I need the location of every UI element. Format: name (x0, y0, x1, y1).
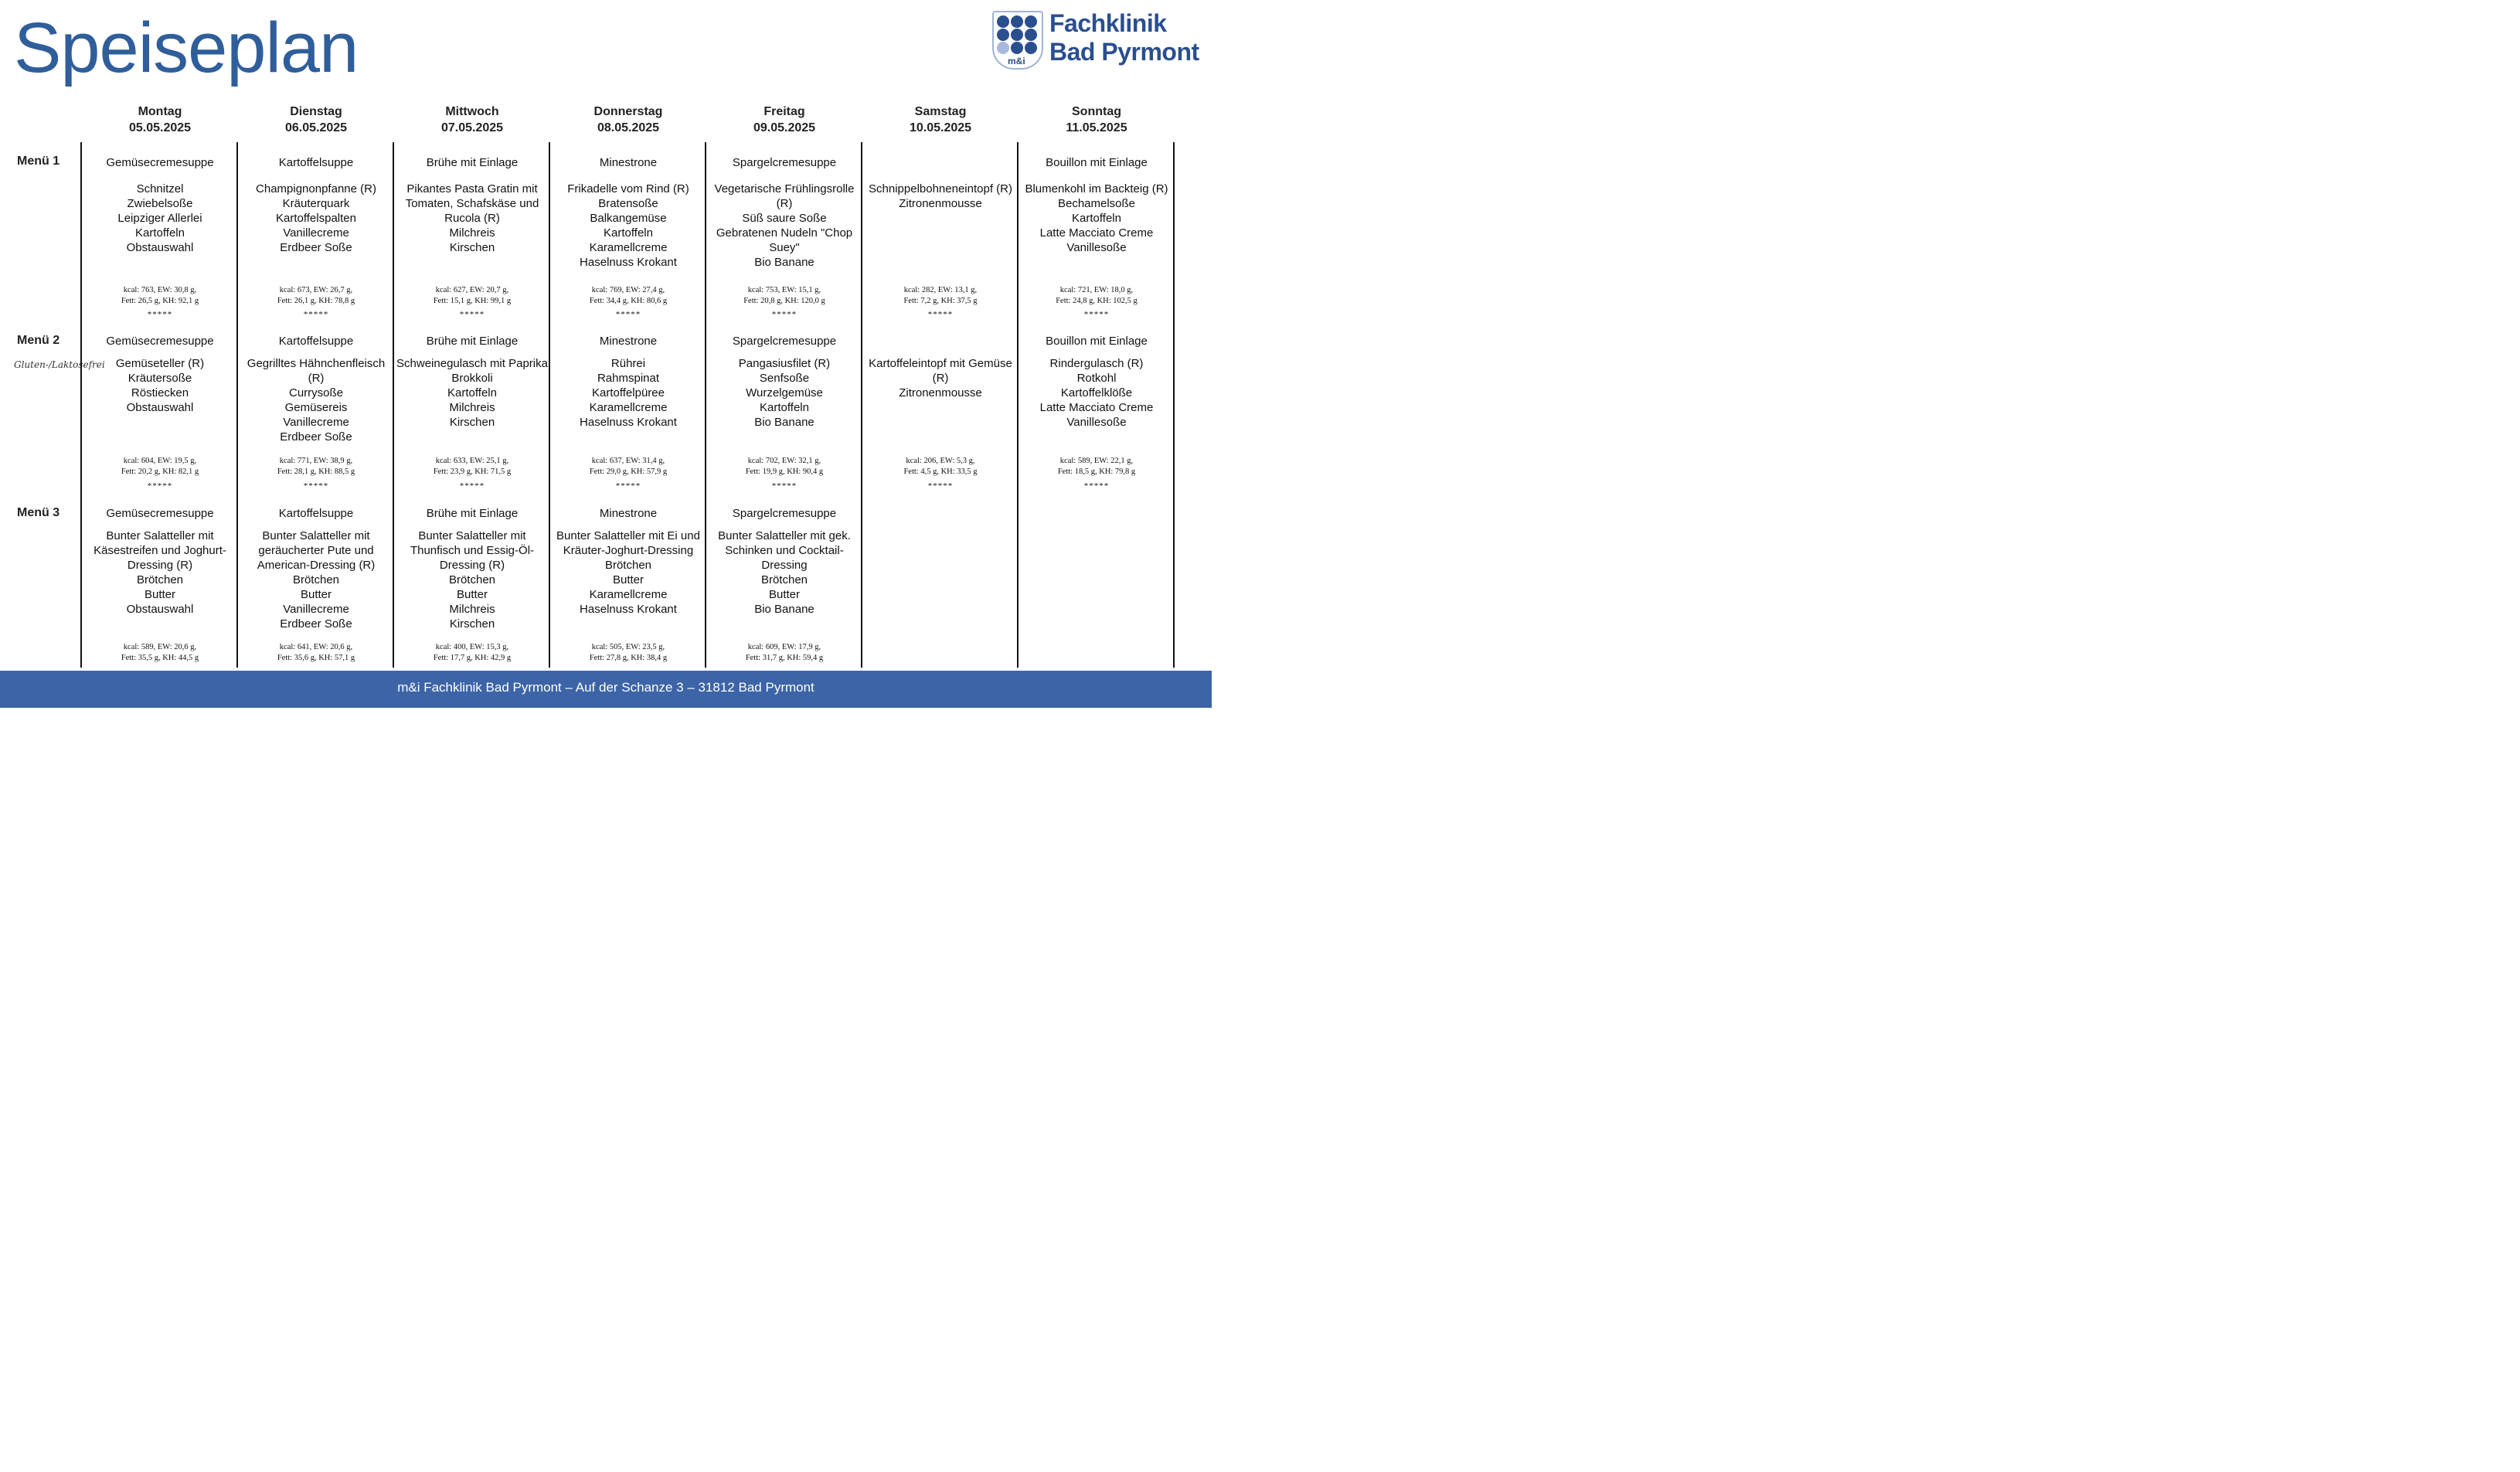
dish-item: Milchreis (449, 226, 495, 240)
dish-item: Bunter Salatteller mit gek. Schinken und Cocktail-Dressing (718, 529, 851, 572)
day-name: Mittwoch (445, 105, 499, 118)
dish-item: Schweinegulasch mit Paprika (396, 357, 548, 370)
dish-list (240, 529, 393, 631)
soup: Minestrone (599, 335, 658, 348)
day-date: 10.05.2025 (909, 121, 972, 134)
dish-item: Pikantes Pasta Gratin mit Tomaten, Schafskäse und Rucola (R) (405, 182, 539, 225)
dish-item: Karamellcreme (589, 401, 668, 414)
soup: Brühe mit Einlage (426, 507, 519, 520)
day-name: Freitag (763, 105, 805, 118)
dish-item: Kartoffeln (604, 226, 653, 240)
day-name: Sonntag (1072, 105, 1121, 118)
clinic-logo (992, 9, 1212, 71)
soup: Brühe mit Einlage (426, 156, 519, 169)
day-header (238, 104, 394, 136)
day-date: 07.05.2025 (440, 121, 504, 134)
nutrition-line-2: Fett: 35,6 g, KH: 57,1 g (277, 654, 355, 662)
day-name: Montag (138, 105, 182, 118)
dish-item: Bio Banane (754, 416, 814, 429)
dish-item: Brötchen (292, 573, 340, 586)
soup: Brühe mit Einlage (426, 335, 519, 348)
column-divider (549, 142, 550, 668)
dish-item: Bio Banane (754, 603, 814, 616)
dish-list (708, 529, 861, 617)
nutrition-line-2: Fett: 28,1 g, KH: 88,5 g (277, 467, 355, 476)
day-header (1019, 104, 1175, 136)
nutrition-line-2: Fett: 15,1 g, KH: 99,1 g (433, 297, 512, 305)
day-header (862, 104, 1019, 136)
dish-item: Rührei (610, 357, 646, 370)
dish-item: Butter (456, 588, 488, 601)
dish-item: Butter (144, 588, 176, 601)
dish-item: Brokkoli (451, 372, 493, 385)
nutrition-info (240, 456, 393, 478)
dish-item: Balkangemüse (590, 212, 667, 225)
separator-stars: ***** (459, 481, 485, 491)
dish-item: Bio Banane (754, 256, 814, 269)
nutrition-info (83, 285, 236, 307)
dish-item: Butter (300, 588, 332, 601)
dish-list (552, 356, 705, 430)
nutrition-line-1: kcal: 400, EW: 15,3 g, (435, 643, 509, 651)
dish-item: Schnitzel (136, 182, 184, 195)
dish-list (83, 529, 236, 617)
nutrition-info (708, 456, 861, 478)
soup: Spargelcremesuppe (732, 507, 837, 520)
dish-item: Kartoffeln (447, 386, 497, 399)
dish-item: Erdbeer Soße (280, 617, 352, 631)
dish-item: Pangasiusfilet (R) (738, 357, 831, 370)
day-date: 05.05.2025 (128, 121, 192, 134)
nutrition-line-2: Fett: 17,7 g, KH: 42,9 g (433, 654, 512, 662)
menu-label-3: Menü 3 (17, 506, 60, 519)
dish-item: Haselnuss Krokant (580, 603, 677, 616)
nutrition-line-1: kcal: 763, EW: 30,8 g, (123, 286, 197, 294)
nutrition-line-1: kcal: 769, EW: 27,4 g, (591, 286, 665, 294)
nutrition-info (552, 456, 705, 478)
dish-item: Kartoffeln (1072, 212, 1121, 225)
dish-item: Champignonpfanne (R) (256, 182, 376, 195)
dish-list (83, 182, 236, 255)
separator-stars: ***** (771, 310, 797, 319)
dish-list (240, 356, 393, 444)
dish-item: Karamellcreme (589, 241, 668, 254)
dish-item: Bunter Salatteller mit Käsestreifen und Joghurt-Dressing (R) (94, 529, 226, 572)
day-date: 08.05.2025 (597, 121, 660, 134)
dish-item: Vanillecreme (283, 603, 349, 616)
nutrition-info (240, 642, 393, 664)
column-divider (80, 142, 82, 668)
separator-stars: ***** (927, 481, 954, 491)
dish-item: Leipziger Allerlei (117, 212, 202, 225)
dish-item: Erdbeer Soße (280, 430, 352, 444)
dish-item: Karamellcreme (589, 588, 668, 601)
dish-item: Rotkohl (1076, 372, 1117, 385)
separator-stars: ***** (771, 481, 797, 491)
soup: Kartoffelsuppe (278, 156, 354, 169)
nutrition-line-2: Fett: 27,8 g, KH: 38,4 g (589, 654, 668, 662)
nutrition-line-1: kcal: 589, EW: 22,1 g, (1059, 457, 1134, 465)
dish-item: Blumenkohl im Backteig (R) (1025, 182, 1168, 195)
nutrition-line-2: Fett: 31,7 g, KH: 59,4 g (745, 654, 824, 662)
dish-item: Brötchen (448, 573, 496, 586)
dish-list (708, 356, 861, 430)
nutrition-info (864, 285, 1017, 307)
dish-item: Kartoffeln (135, 226, 185, 240)
nutrition-info (552, 642, 705, 664)
nutrition-info (708, 642, 861, 664)
dish-list (708, 182, 861, 270)
dish-item: Kartoffelpüree (592, 386, 665, 399)
soup: Kartoffelsuppe (278, 335, 354, 348)
dish-item: Haselnuss Krokant (580, 256, 677, 269)
nutrition-line-2: Fett: 29,0 g, KH: 57,9 g (589, 467, 668, 476)
logo-line-1: Fachklinik (1049, 9, 1167, 37)
dish-item: Kräutersoße (128, 372, 192, 385)
nutrition-line-2: Fett: 19,9 g, KH: 90,4 g (745, 467, 824, 476)
page-title: Speiseplan (14, 8, 359, 87)
nutrition-line-2: Fett: 4,5 g, KH: 33,5 g (903, 467, 978, 476)
dish-item: Kirschen (449, 241, 495, 254)
soup: Spargelcremesuppe (732, 156, 837, 169)
dish-item: Gemüseteller (R) (115, 357, 205, 370)
dish-item: Wurzelgemüse (746, 386, 823, 399)
nutrition-info (864, 456, 1017, 478)
nutrition-line-2: Fett: 26,5 g, KH: 92,1 g (121, 297, 199, 305)
logo-line-2: Bad Pyrmont (1049, 38, 1199, 66)
nutrition-line-2: Fett: 23,9 g, KH: 71,5 g (433, 467, 512, 476)
dish-item: Schnippelbohneneintopf (R) (869, 182, 1012, 195)
dish-item: Zitronenmousse (899, 386, 982, 399)
separator-stars: ***** (147, 310, 173, 319)
nutrition-info (396, 642, 549, 664)
nutrition-line-1: kcal: 641, EW: 20,6 g, (279, 643, 353, 651)
dish-list (396, 529, 549, 631)
nutrition-line-1: kcal: 753, EW: 15,1 g, (747, 286, 821, 294)
nutrition-line-1: kcal: 627, EW: 20,7 g, (435, 286, 509, 294)
dish-item: Kartoffelspalten (276, 212, 356, 225)
nutrition-line-1: kcal: 282, EW: 13,1 g, (903, 286, 978, 294)
nutrition-line-1: kcal: 637, EW: 31,4 g, (591, 457, 665, 465)
separator-stars: ***** (303, 481, 329, 491)
nutrition-line-2: Fett: 26,1 g, KH: 78,8 g (277, 297, 355, 305)
dish-item: Latte Macciato Creme (1039, 226, 1154, 240)
nutrition-line-1: kcal: 604, EW: 19,5 g, (123, 457, 197, 465)
soup: Gemüsecremesuppe (106, 156, 214, 169)
nutrition-info (240, 285, 393, 307)
dish-item: Bechamelsoße (1057, 197, 1136, 210)
dish-list (240, 182, 393, 255)
nutrition-info (396, 285, 549, 307)
nutrition-line-2: Fett: 35,5 g, KH: 44,5 g (121, 654, 199, 662)
dish-item: Rindergulasch (R) (1049, 357, 1144, 370)
dish-item: Latte Macciato Creme (1039, 401, 1154, 414)
column-divider (393, 142, 394, 668)
dish-item: Obstauswahl (126, 401, 194, 414)
day-header (550, 104, 706, 136)
dish-item: Vegetarische Frühlingsrolle (R) (714, 182, 855, 210)
logo-mark-text: m&i (1008, 56, 1025, 66)
dish-list (864, 356, 1017, 400)
nutrition-line-2: Fett: 18,5 g, KH: 79,8 g (1057, 467, 1136, 476)
day-date: 11.05.2025 (1066, 121, 1127, 134)
nutrition-info (1020, 285, 1173, 307)
day-header (394, 104, 550, 136)
column-divider (705, 142, 706, 668)
dish-item: Kartoffeleintopf mit Gemüse (R) (869, 357, 1012, 385)
dish-list (83, 356, 236, 415)
nutrition-line-2: Fett: 24,8 g, KH: 102,5 g (1056, 297, 1138, 305)
separator-stars: ***** (927, 310, 954, 319)
dish-item: Bunter Salatteller mit geräucherter Pute und American-Dressing (R) (257, 529, 376, 572)
soup: Gemüsecremesuppe (106, 507, 214, 520)
soup: Bouillon mit Einlage (1046, 335, 1148, 348)
dish-list (1020, 182, 1173, 255)
nutrition-line-2: Fett: 20,2 g, KH: 82,1 g (121, 467, 199, 476)
separator-stars: ***** (1083, 481, 1110, 491)
soup: Spargelcremesuppe (732, 335, 837, 348)
soup: Minestrone (599, 507, 658, 520)
separator-stars: ***** (147, 481, 173, 491)
dish-item: Kartoffelklöße (1060, 386, 1133, 399)
dish-item: Kirschen (449, 416, 495, 429)
dish-item: Zwiebelsoße (127, 197, 193, 210)
nutrition-line-1: kcal: 702, EW: 32,1 g, (747, 457, 821, 465)
day-date: 06.05.2025 (284, 121, 348, 134)
dish-item: Currysoße (288, 386, 343, 399)
nutrition-info (83, 456, 236, 478)
nutrition-info (83, 642, 236, 664)
nutrition-info (708, 285, 861, 307)
nutrition-line-1: kcal: 589, EW: 20,6 g, (123, 643, 197, 651)
soup: Kartoffelsuppe (278, 507, 354, 520)
nutrition-info (1020, 456, 1173, 478)
day-name: Donnerstag (593, 105, 663, 118)
dish-item: Frikadelle vom Rind (R) (567, 182, 689, 195)
menu-label-2: Menü 2 (17, 334, 60, 347)
nutrition-line-1: kcal: 505, EW: 23,5 g, (591, 643, 665, 651)
day-name: Dienstag (290, 105, 342, 118)
dish-list (396, 182, 549, 255)
dish-item: Obstauswahl (126, 241, 194, 254)
dish-item: Kartoffeln (760, 401, 809, 414)
nutrition-line-2: Fett: 20,8 g, KH: 120,0 g (743, 297, 825, 305)
nutrition-line-2: Fett: 34,4 g, KH: 80,6 g (589, 297, 668, 305)
dish-list (552, 529, 705, 617)
nutrition-line-1: kcal: 721, EW: 18,0 g, (1059, 286, 1134, 294)
dish-item: Kirschen (449, 617, 495, 631)
column-divider (1017, 142, 1019, 668)
dish-item: Süß saure Soße (742, 212, 827, 225)
dish-item: Haselnuss Krokant (580, 416, 677, 429)
dish-item: Gemüsereis (284, 401, 348, 414)
column-divider (861, 142, 862, 668)
dish-item: Milchreis (449, 401, 495, 414)
dish-item: Brötchen (760, 573, 808, 586)
separator-stars: ***** (615, 481, 641, 491)
day-name: Samstag (914, 105, 967, 118)
soup: Gemüsecremesuppe (106, 335, 214, 348)
separator-stars: ***** (459, 310, 485, 319)
dish-item: Gebratenen Nudeln "Chop Suey" (716, 226, 853, 254)
footer: m&i Fachklinik Bad Pyrmont – Auf der Schanze 3 – 31812 Bad Pyrmont (0, 671, 1212, 708)
dish-item: Zitronenmousse (899, 197, 982, 210)
separator-stars: ***** (303, 310, 329, 319)
dish-item: Bunter Salatteller mit Thunfisch und Essig-Öl-Dressing (R) (410, 529, 535, 572)
dish-list (1020, 356, 1173, 430)
clinic-logo-icon (992, 11, 1043, 70)
nutrition-line-1: kcal: 206, EW: 5,3 g, (906, 457, 975, 465)
dish-item: Erdbeer Soße (280, 241, 352, 254)
dish-list (552, 182, 705, 270)
nutrition-line-1: kcal: 633, EW: 25,1 g, (435, 457, 509, 465)
column-divider (236, 142, 238, 668)
soup: Bouillon mit Einlage (1046, 156, 1148, 169)
dish-item: Brötchen (136, 573, 184, 586)
dish-item: Gegrilltes Hähnchenfleisch (R) (247, 357, 386, 385)
nutrition-line-1: kcal: 673, EW: 26,7 g, (279, 286, 353, 294)
menu-2-note: Gluten-/Laktosefrei (14, 359, 105, 370)
dish-item: Butter (768, 588, 801, 601)
dish-item: Vanillecreme (283, 226, 349, 240)
logo-text (1049, 9, 1199, 66)
day-header (82, 104, 238, 136)
dish-item: Kräuterquark (282, 197, 350, 210)
dish-item: Obstauswahl (126, 603, 194, 616)
nutrition-line-1: kcal: 609, EW: 17,9 g, (747, 643, 821, 651)
nutrition-info (552, 285, 705, 307)
dish-item: Vanillesoße (1066, 241, 1127, 254)
dish-item: Butter (612, 573, 644, 586)
separator-stars: ***** (615, 310, 641, 319)
dish-item: Brötchen (604, 559, 652, 572)
day-header (706, 104, 862, 136)
nutrition-line-2: Fett: 7,2 g, KH: 37,5 g (903, 297, 978, 305)
separator-stars: ***** (1083, 310, 1110, 319)
dish-item: Milchreis (449, 603, 495, 616)
soup: Minestrone (599, 156, 658, 169)
dish-list (396, 356, 549, 430)
column-divider (1173, 142, 1175, 668)
dish-item: Vanillecreme (283, 416, 349, 429)
dish-item: Bratensoße (598, 197, 658, 210)
dish-item: Bunter Salatteller mit Ei und Kräuter-Joghurt-Dressing (556, 529, 700, 557)
nutrition-info (396, 456, 549, 478)
dish-item: Röstiecken (131, 386, 189, 399)
day-date: 09.05.2025 (753, 121, 816, 134)
dish-list (864, 182, 1017, 211)
menu-label-1: Menü 1 (17, 155, 60, 168)
nutrition-line-1: kcal: 771, EW: 38,9 g, (279, 457, 353, 465)
dish-item: Vanillesoße (1066, 416, 1127, 429)
dish-item: Senfsoße (759, 372, 810, 385)
dish-item: Rahmspinat (597, 372, 660, 385)
